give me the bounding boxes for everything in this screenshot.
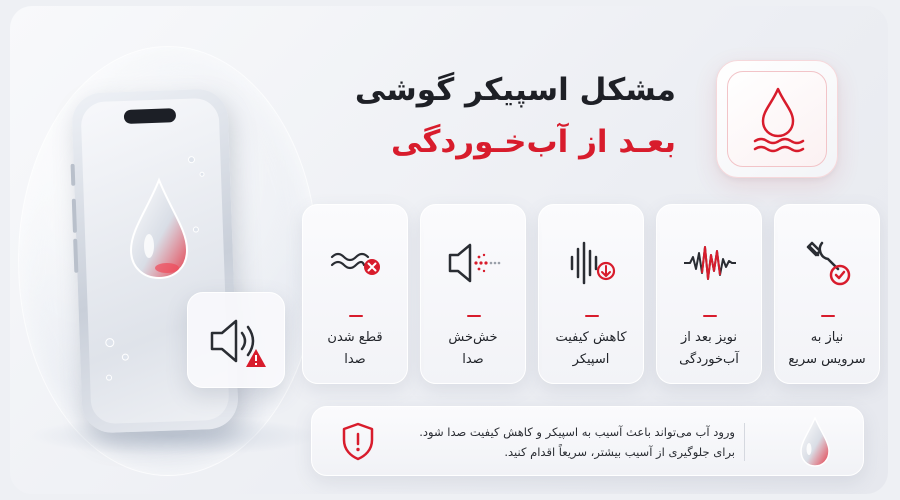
feature-label: نویز بعد از (681, 330, 737, 345)
feature-label: آب‌خوردگی (679, 352, 739, 367)
feature-card-cutoff (302, 204, 408, 384)
feature-label: اسپیکر (572, 352, 610, 367)
water-drop-icon (797, 415, 833, 469)
banner (10, 6, 888, 494)
warning-note (311, 406, 864, 476)
page-subtitle: بعـد از آب‌خـوردگی (391, 124, 676, 160)
red-divider (821, 315, 835, 317)
feature-label: کاهش کیفیت (555, 330, 627, 345)
feature-label: سرویس سریع (788, 352, 866, 367)
noise-waveform-icon (680, 233, 740, 293)
water-drop-large-icon (127, 176, 191, 281)
note-divider (744, 423, 745, 461)
feature-card-crackle (420, 204, 526, 384)
red-divider (703, 315, 717, 317)
feature-label: صدا (344, 352, 366, 367)
feature-card-quality (538, 204, 644, 384)
note-line: برای جلوگیری از آسیب بیشتر، سریعاً اقدام کنید. (504, 445, 735, 459)
red-divider (467, 315, 481, 317)
speaker-warning-card (187, 292, 285, 388)
feature-card-noise (656, 204, 762, 384)
feature-card-service (774, 204, 880, 384)
wrench-check-icon (798, 233, 858, 293)
speaker-warning-icon (206, 315, 270, 371)
red-divider (349, 315, 363, 317)
sound-quality-down-icon (562, 233, 622, 293)
water-damage-card (716, 60, 838, 178)
sound-cut-icon (326, 233, 386, 293)
feature-label: نیاز به (810, 330, 844, 345)
feature-label: خش‌خش (448, 330, 498, 345)
note-line: ورود آب می‌تواند باعث آسیب به اسپیکر و کاهش کیفیت صدا شود. (419, 425, 735, 439)
speaker-crackle-icon (444, 233, 504, 293)
page-title: مشکل اسپیکر گوشی (354, 72, 676, 108)
feature-label: صدا (462, 352, 484, 367)
red-divider (585, 315, 599, 317)
water-drop-waves-icon (749, 85, 807, 155)
feature-label: قطع شدن (327, 330, 383, 345)
shield-alert-icon (340, 421, 376, 461)
